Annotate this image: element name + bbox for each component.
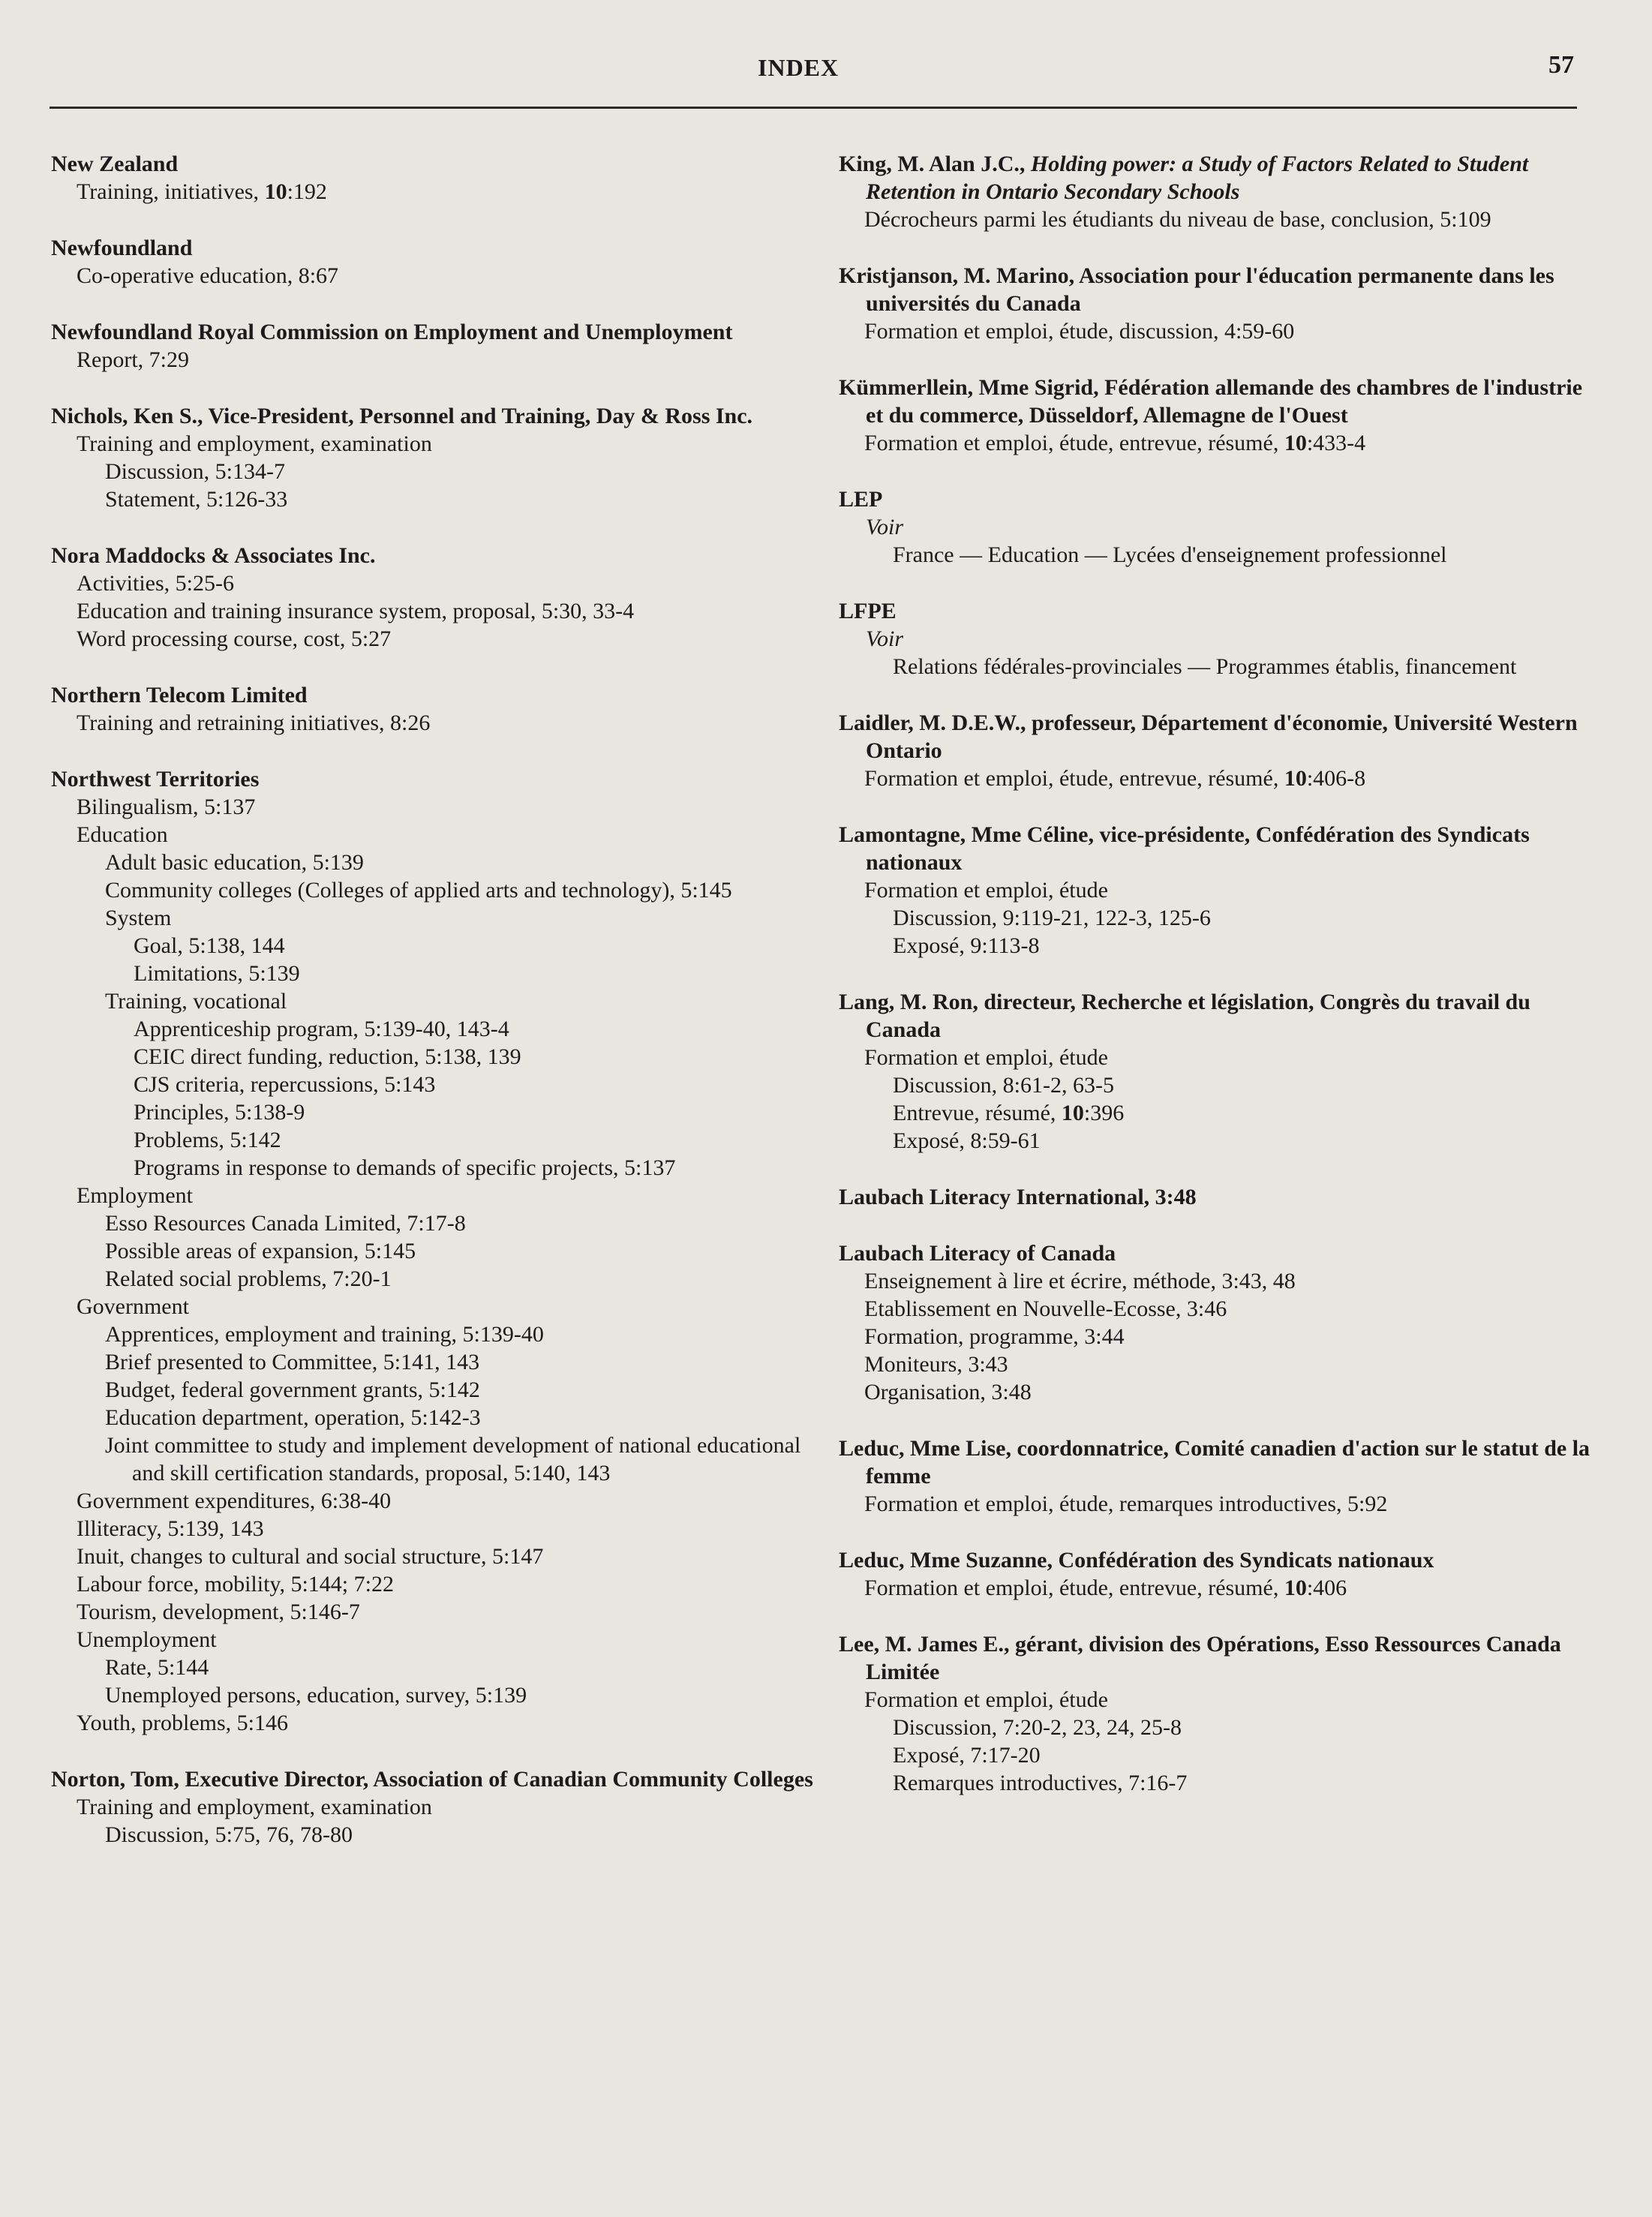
index-entry bbox=[839, 1546, 1596, 1602]
subheading-text: Discussion, 5:75, 76, 78-80 bbox=[105, 1822, 353, 1847]
index-column-left bbox=[51, 150, 816, 1877]
subheading-text: Training and employment, examination bbox=[77, 1795, 432, 1819]
subheading-text: Exposé, 9:113-8 bbox=[893, 933, 1040, 958]
entry-subheading bbox=[80, 458, 816, 485]
entry-heading bbox=[839, 1239, 1596, 1267]
index-entry bbox=[839, 709, 1596, 792]
running-title: INDEX bbox=[758, 54, 840, 81]
entry-subheading bbox=[108, 1071, 816, 1098]
entry-subheading bbox=[108, 932, 816, 960]
subheading-text: Programs in response to demands of specific projects, 5:137 bbox=[134, 1155, 676, 1180]
subheading-text: Word processing course, cost, 5:27 bbox=[77, 626, 392, 651]
subheading-text: Tourism, development, 5:146-7 bbox=[77, 1600, 360, 1624]
subheading-text: Statement, 5:126-33 bbox=[105, 487, 288, 512]
entry-heading-text: Northwest Territories bbox=[51, 767, 260, 792]
subheading-text: Unemployment bbox=[77, 1627, 217, 1652]
entry-subheading bbox=[80, 1209, 816, 1237]
subheading-text: Esso Resources Canada Limited, 7:17-8 bbox=[105, 1211, 466, 1236]
entry-subheading bbox=[51, 625, 816, 653]
subheading-text: Goal, 5:138, 144 bbox=[134, 933, 285, 958]
entry-subheading bbox=[80, 1431, 816, 1487]
entry-heading bbox=[51, 1765, 816, 1793]
entry-heading bbox=[839, 988, 1596, 1044]
entry-heading-text: Northern Telecom Limited bbox=[51, 683, 308, 707]
issue-number: 10 bbox=[1284, 1576, 1307, 1600]
entry-heading-text: King, M. Alan J.C., bbox=[839, 152, 1031, 176]
entry-subheading bbox=[51, 178, 816, 206]
entry-subheading bbox=[51, 1793, 816, 1821]
entry-heading-text: Lee, M. James E., gérant, division des Opérations, Esso Ressources Canada Limitée bbox=[839, 1632, 1561, 1684]
index-entry bbox=[839, 1434, 1596, 1518]
entry-subheading bbox=[839, 1574, 1596, 1602]
see-reference-target: France — Education — Lycées d'enseignement professionnel bbox=[893, 542, 1447, 567]
entry-heading-text: Lamontagne, Mme Céline, vice-présidente, Confédération des Syndicats nationaux bbox=[839, 822, 1530, 875]
subheading-text: Joint committee to study and implement development of national educational and skill certification standards, proposal, 5:140, 143 bbox=[105, 1433, 801, 1486]
subheading-text: Budget, federal government grants, 5:142 bbox=[105, 1377, 480, 1402]
subheading-text: Formation et emploi, étude bbox=[864, 878, 1108, 903]
subheading-text: Education and training insurance system, proposal, 5:30, 33-4 bbox=[77, 599, 635, 623]
entry-heading bbox=[839, 374, 1596, 429]
subheading-text: CEIC direct funding, reduction, 5:138, 139 bbox=[134, 1044, 521, 1069]
entry-heading bbox=[839, 485, 1596, 513]
entry-heading bbox=[839, 821, 1596, 876]
entry-subheading bbox=[839, 1267, 1596, 1295]
entry-heading-text: New Zealand bbox=[51, 152, 179, 176]
entry-heading bbox=[839, 262, 1596, 317]
entry-heading-text: Newfoundland bbox=[51, 236, 193, 260]
entry-heading bbox=[51, 150, 816, 178]
subheading-text: Inuit, changes to cultural and social structure, 5:147 bbox=[77, 1544, 544, 1569]
entry-subheading bbox=[108, 1043, 816, 1071]
index-entry bbox=[839, 374, 1596, 457]
entry-subheading bbox=[867, 932, 1596, 960]
index-entry bbox=[839, 150, 1596, 233]
index-entry bbox=[51, 150, 816, 206]
entry-subheading bbox=[51, 1543, 816, 1570]
entry-heading-text: Kristjanson, M. Marino, Association pour l'éducation permanente dans les universités du Canada bbox=[839, 263, 1554, 316]
entry-subheading bbox=[80, 485, 816, 513]
entry-subheading bbox=[51, 793, 816, 821]
entry-heading-text: Kümmerllein, Mme Sigrid, Fédération allemande des chambres de l'industrie et du commerce, Düsseldorf, Allemagne de l'Ouest bbox=[839, 375, 1583, 428]
entry-subheading bbox=[51, 709, 816, 737]
subheading-text: Related social problems, 7:20-1 bbox=[105, 1266, 392, 1291]
entry-heading-text: Norton, Tom, Executive Director, Association of Canadian Community Colleges bbox=[51, 1767, 813, 1792]
entry-subheading bbox=[839, 317, 1596, 345]
entry-subheading bbox=[108, 1015, 816, 1043]
entry-subheading bbox=[80, 904, 816, 932]
entry-heading bbox=[839, 1183, 1596, 1211]
subheading-text: Discussion, 8:61-2, 63-5 bbox=[893, 1073, 1114, 1098]
page-number: 57 bbox=[1548, 51, 1574, 79]
subheading-text: Report, 7:29 bbox=[77, 347, 189, 372]
subheading-text: Apprentices, employment and training, 5:139-40 bbox=[105, 1322, 544, 1347]
entry-subheading bbox=[80, 1348, 816, 1376]
entry-subheading bbox=[80, 1265, 816, 1293]
entry-subheading bbox=[51, 569, 816, 597]
entry-subheading bbox=[839, 206, 1596, 233]
entry-heading bbox=[51, 542, 816, 569]
entry-subheading bbox=[51, 1570, 816, 1598]
subheading-text: Etablissement en Nouvelle-Ecosse, 3:46 bbox=[864, 1296, 1227, 1321]
subheading-text: Exposé, 7:17-20 bbox=[893, 1743, 1041, 1768]
entry-subheading bbox=[108, 1126, 816, 1154]
entry-heading bbox=[51, 402, 816, 430]
subheading-text: Training, initiatives, bbox=[77, 179, 265, 204]
issue-number: 10 bbox=[1061, 1101, 1084, 1125]
header-rule bbox=[50, 107, 1577, 109]
subheading-text: Government bbox=[77, 1294, 189, 1319]
page-reference: :396 bbox=[1083, 1101, 1125, 1125]
entry-subheading bbox=[867, 1099, 1596, 1127]
subheading-text: Formation et emploi, étude, entrevue, résumé, bbox=[864, 1576, 1284, 1600]
entry-subheading bbox=[839, 1295, 1596, 1323]
entry-subheading bbox=[839, 1350, 1596, 1378]
index-entry bbox=[839, 262, 1596, 345]
index-entry bbox=[51, 402, 816, 513]
subheading-text: Discussion, 9:119-21, 122-3, 125-6 bbox=[893, 906, 1211, 930]
entry-subheading bbox=[51, 1182, 816, 1209]
see-reference-label: Voir bbox=[866, 515, 904, 539]
entry-subheading bbox=[80, 1404, 816, 1431]
index-entry bbox=[839, 1630, 1596, 1797]
subheading-text: Formation et emploi, étude, entrevue, résumé, bbox=[864, 431, 1284, 455]
subheading-text: Discussion, 5:134-7 bbox=[105, 459, 285, 484]
entry-subheading bbox=[867, 1071, 1596, 1099]
entry-subheading bbox=[108, 1098, 816, 1126]
page-reference: :433-4 bbox=[1306, 431, 1366, 455]
see-reference-target: Relations fédérales-provinciales — Programmes établis, financement bbox=[893, 654, 1517, 679]
entry-heading bbox=[51, 234, 816, 262]
entry-subheading bbox=[867, 1741, 1596, 1769]
entry-subheading bbox=[51, 346, 816, 374]
entry-subheading bbox=[51, 1598, 816, 1626]
entry-heading-text: Lang, M. Ron, directeur, Recherche et législation, Congrès du travail du Canada bbox=[839, 990, 1530, 1042]
entry-heading bbox=[839, 1630, 1596, 1686]
entry-subheading bbox=[839, 1044, 1596, 1071]
entry-subheading bbox=[80, 1654, 816, 1681]
subheading-text: System bbox=[105, 906, 172, 930]
subheading-text: Brief presented to Committee, 5:141, 143 bbox=[105, 1350, 480, 1374]
issue-number: 10 bbox=[264, 179, 287, 204]
subheading-text: Organisation, 3:48 bbox=[864, 1380, 1032, 1404]
entry-subheading bbox=[51, 1293, 816, 1320]
entry-subheading bbox=[108, 1154, 816, 1182]
entry-heading bbox=[51, 765, 816, 793]
entry-subheading bbox=[867, 1127, 1596, 1155]
index-entry bbox=[839, 597, 1596, 680]
entry-heading bbox=[51, 681, 816, 709]
subheading-text: Formation et emploi, étude, remarques introductives, 5:92 bbox=[864, 1492, 1388, 1516]
page-reference: :192 bbox=[287, 179, 327, 204]
entry-subheading bbox=[839, 1323, 1596, 1350]
entry-heading-text: Nora Maddocks & Associates Inc. bbox=[51, 543, 376, 568]
subheading-text: Entrevue, résumé, bbox=[893, 1101, 1062, 1125]
entry-subheading bbox=[867, 1714, 1596, 1741]
index-entry bbox=[839, 988, 1596, 1155]
subheading-text: Principles, 5:138-9 bbox=[134, 1100, 305, 1125]
entry-subheading bbox=[839, 1490, 1596, 1518]
subheading-text: Adult basic education, 5:139 bbox=[105, 850, 364, 875]
entry-heading-text: Newfoundland Royal Commission on Employment and Unemployment bbox=[51, 320, 733, 344]
page-header bbox=[0, 0, 1652, 120]
entry-heading bbox=[51, 318, 816, 346]
subheading-text: Activities, 5:25-6 bbox=[77, 571, 234, 596]
subheading-text: Labour force, mobility, 5:144; 7:22 bbox=[77, 1572, 394, 1597]
issue-number: 10 bbox=[1284, 766, 1307, 791]
subheading-text: Education department, operation, 5:142-3 bbox=[105, 1405, 481, 1430]
subheading-text: Rate, 5:144 bbox=[105, 1655, 209, 1680]
subheading-text: Government expenditures, 6:38-40 bbox=[77, 1489, 392, 1513]
entry-heading bbox=[839, 1546, 1596, 1574]
entry-heading-text: LEP bbox=[839, 487, 883, 512]
entry-heading-text: Leduc, Mme Lise, coordonnatrice, Comité canadien d'action sur le statut de la femme bbox=[839, 1436, 1590, 1489]
entry-heading-text: Laidler, M. D.E.W., professeur, Département d'économie, Université Western Ontario bbox=[839, 710, 1578, 763]
entry-subheading bbox=[80, 1237, 816, 1265]
subheading-text: Exposé, 8:59-61 bbox=[893, 1128, 1041, 1153]
subheading-text: Décrocheurs parmi les étudiants du niveau de base, conclusion, 5:109 bbox=[864, 207, 1491, 232]
entry-heading bbox=[839, 150, 1596, 206]
index-column-right bbox=[839, 150, 1596, 1825]
entry-subheading bbox=[839, 1378, 1596, 1406]
entry-heading-text: Leduc, Mme Suzanne, Confédération des Syndicats nationaux bbox=[839, 1548, 1434, 1573]
subheading-text: Youth, problems, 5:146 bbox=[77, 1711, 288, 1735]
subheading-text: Formation et emploi, étude bbox=[864, 1687, 1108, 1712]
index-entry bbox=[839, 485, 1596, 569]
subheading-text: Apprenticeship program, 5:139-40, 143-4 bbox=[134, 1017, 509, 1041]
entry-subheading bbox=[51, 597, 816, 625]
entry-subheading bbox=[51, 1487, 816, 1515]
subheading-text: Formation et emploi, étude, entrevue, résumé, bbox=[864, 766, 1284, 791]
entry-subheading bbox=[51, 262, 816, 290]
index-entry bbox=[839, 821, 1596, 960]
index-entry bbox=[51, 318, 816, 374]
entry-subheading bbox=[867, 1769, 1596, 1797]
subheading-text: Bilingualism, 5:137 bbox=[77, 795, 256, 819]
subheading-text: Enseignement à lire et écrire, méthode, 3:43, 48 bbox=[864, 1269, 1296, 1293]
entry-subheading bbox=[80, 987, 816, 1015]
entry-heading-text: Laubach Literacy of Canada bbox=[839, 1241, 1116, 1266]
page-reference: :406-8 bbox=[1306, 766, 1366, 791]
entry-subheading bbox=[867, 904, 1596, 932]
subheading-text: Limitations, 5:139 bbox=[134, 961, 300, 986]
entry-heading-text: Laubach Literacy International, 3:48 bbox=[839, 1185, 1197, 1209]
subheading-text: Problems, 5:142 bbox=[134, 1128, 281, 1152]
entry-subheading bbox=[51, 1626, 816, 1654]
subheading-text: Discussion, 7:20-2, 23, 24, 25-8 bbox=[893, 1715, 1182, 1740]
index-entry bbox=[51, 234, 816, 290]
entry-subheading bbox=[839, 429, 1596, 457]
index-entry bbox=[839, 1239, 1596, 1406]
subheading-text: Formation, programme, 3:44 bbox=[864, 1324, 1125, 1349]
subheading-text: Training and employment, examination bbox=[77, 431, 432, 456]
subheading-text: Formation et emploi, étude bbox=[864, 1045, 1108, 1070]
entry-subheading bbox=[80, 1681, 816, 1709]
entry-subheading bbox=[839, 765, 1596, 792]
subheading-text: Employment bbox=[77, 1183, 193, 1208]
entry-subheading bbox=[51, 821, 816, 849]
subheading-text: Remarques introductives, 7:16-7 bbox=[893, 1771, 1188, 1795]
entry-subheading bbox=[80, 1821, 816, 1849]
entry-subheading bbox=[839, 876, 1596, 904]
subheading-text: Unemployed persons, education, survey, 5:139 bbox=[105, 1683, 527, 1708]
entry-subheading bbox=[80, 849, 816, 876]
index-entry bbox=[51, 765, 816, 1737]
entry-heading bbox=[839, 597, 1596, 625]
index-entry bbox=[51, 1765, 816, 1849]
entry-heading-text: LFPE bbox=[839, 599, 897, 623]
issue-number: 10 bbox=[1284, 431, 1307, 455]
entry-subheading bbox=[80, 876, 816, 904]
subheading-text: Moniteurs, 3:43 bbox=[864, 1352, 1008, 1377]
subheading-text: Training and retraining initiatives, 8:26 bbox=[77, 710, 431, 735]
index-entry bbox=[51, 542, 816, 653]
entry-subheading bbox=[51, 430, 816, 458]
entry-heading-text: Nichols, Ken S., Vice-President, Personnel and Training, Day & Ross Inc. bbox=[51, 404, 753, 428]
subheading-text: CJS criteria, repercussions, 5:143 bbox=[134, 1072, 436, 1097]
subheading-text: Community colleges (Colleges of applied arts and technology), 5:145 bbox=[105, 878, 732, 903]
subheading-text: Education bbox=[77, 822, 168, 847]
entry-subheading bbox=[108, 960, 816, 987]
index-entry bbox=[51, 681, 816, 737]
subheading-text: Training, vocational bbox=[105, 989, 287, 1014]
entry-subheading bbox=[51, 1515, 816, 1543]
see-reference-label: Voir bbox=[866, 626, 904, 651]
subheading-text: Formation et emploi, étude, discussion, 4:59-60 bbox=[864, 319, 1295, 344]
entry-subheading bbox=[839, 1686, 1596, 1714]
entry-work-title: Holding power: a Study of Factors Related to Student Retention in Ontario Secondary Schools bbox=[866, 152, 1529, 204]
subheading-text: Co-operative education, 8:67 bbox=[77, 263, 339, 288]
entry-heading bbox=[839, 1434, 1596, 1490]
subheading-text: Possible areas of expansion, 5:145 bbox=[105, 1239, 416, 1263]
entry-subheading bbox=[80, 1376, 816, 1404]
entry-heading bbox=[839, 709, 1596, 765]
entry-subheading bbox=[51, 1709, 816, 1737]
subheading-text: Illiteracy, 5:139, 143 bbox=[77, 1516, 264, 1541]
page-reference: :406 bbox=[1306, 1576, 1347, 1600]
entry-subheading bbox=[80, 1320, 816, 1348]
index-entry bbox=[839, 1183, 1596, 1211]
